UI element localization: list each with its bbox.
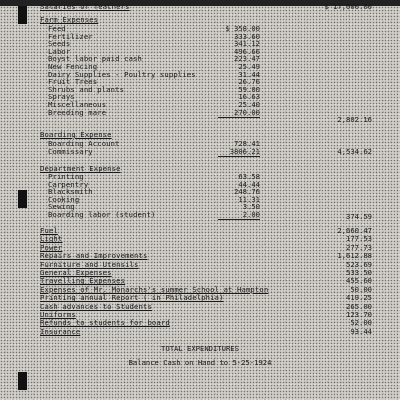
row-label: Shrubs and plants — [48, 84, 125, 94]
salaries-amount: $ 17,000.00 — [324, 2, 372, 11]
boarding-heading: Boarding Expense — [40, 130, 112, 139]
row-label: New Fencing — [48, 62, 98, 71]
row-label: Fertilizer — [48, 31, 93, 41]
row-label: Carpentry — [48, 179, 89, 189]
row-label: Power — [40, 242, 63, 252]
row-amount: 52.00 — [350, 318, 372, 328]
balance-cash-label: Balance Cash on Hand to 5-25-1924 — [128, 358, 272, 367]
row-label: Fuel — [40, 226, 58, 235]
department-total: 374.59 — [346, 212, 372, 221]
binder-tab-bottom — [18, 372, 27, 390]
row-amount: 50.00 — [350, 284, 372, 294]
row-label: Light — [40, 234, 63, 244]
row-amount: 25.49 — [238, 62, 260, 71]
salaries-label: Salaries of Teachers — [40, 2, 130, 11]
row-label: Boyst labor paid cash — [48, 54, 143, 64]
department-heading: Department Expense — [40, 164, 121, 173]
row-label: Printing annual Report ( in Philadelphia) — [40, 293, 224, 303]
row-label: Miscellaneous — [48, 100, 107, 109]
row-label: Refunds to students for board — [40, 318, 170, 328]
row-amount: 123.70 — [346, 310, 372, 319]
binder-tab-middle — [18, 190, 27, 208]
row-amount: 419.25 — [346, 293, 372, 303]
row-amount: 59.00 — [238, 84, 260, 94]
row-label: Repairs and Improvements — [40, 251, 148, 261]
row-amount: 2.00 — [242, 210, 260, 219]
row-label: Expenses of Mr. Monarchs's summer School at Hampton — [40, 284, 269, 294]
row-amount: 728.41 — [234, 139, 260, 148]
row-label: Uniforms — [40, 310, 76, 319]
row-amount: 496.66 — [234, 46, 260, 56]
row-label: Breeding mare — [48, 107, 107, 117]
row-label: Commissary — [48, 146, 93, 156]
subtotal-rule — [218, 219, 260, 220]
row-label: Cooking — [48, 194, 80, 204]
row-amount: 3.50 — [242, 202, 260, 212]
subtotal-rule — [218, 117, 260, 118]
row-label: Insurance — [40, 326, 81, 336]
row-label: Travelling Expenses — [40, 276, 126, 286]
row-amount: 248.76 — [234, 187, 260, 197]
row-label: Sewing — [48, 202, 75, 212]
row-amount: 455.60 — [346, 276, 372, 286]
row-label: General Expenses — [40, 268, 112, 277]
row-amount: 63.58 — [238, 172, 260, 181]
row-amount: 26.76 — [238, 77, 260, 87]
row-amount: 1,612.88 — [337, 251, 372, 261]
row-amount: 3806.21 — [229, 146, 260, 156]
row-amount: 16.63 — [238, 92, 260, 102]
row-label: Fruit Trees — [48, 77, 98, 87]
row-label: Seeds — [48, 39, 71, 49]
row-amount: 44.44 — [238, 179, 260, 189]
row-amount: 270.00 — [234, 107, 260, 117]
row-label: Feed — [48, 24, 66, 33]
farm-heading: Farm Expenses — [40, 15, 99, 24]
row-label: Blacksmith — [48, 187, 93, 197]
row-label: Labor — [48, 46, 71, 56]
row-amount: 177.53 — [346, 234, 372, 244]
row-amount: 333.60 — [234, 31, 260, 41]
row-amount: 31.44 — [238, 69, 260, 79]
row-amount: 223.47 — [234, 54, 260, 64]
row-label: Boarding Account — [48, 139, 120, 148]
boarding-total: 4,534.62 — [337, 147, 372, 156]
row-amount: 25.40 — [238, 100, 260, 109]
row-label: Printing — [48, 172, 84, 181]
binder-tab-top — [18, 6, 27, 24]
row-amount: 533.50 — [346, 268, 372, 277]
row-amount: 523.69 — [346, 259, 372, 269]
farm-total: 2,802.16 — [337, 115, 372, 124]
row-amount: 265.00 — [346, 301, 372, 311]
row-label: Furniture and Utensils — [40, 259, 139, 269]
row-amount: 93.44 — [350, 326, 372, 336]
row-amount: $ 358.00 — [225, 24, 260, 33]
row-amount: 11.31 — [238, 194, 260, 204]
row-label: Cash advances to Students — [40, 301, 152, 311]
row-amount: 341.12 — [234, 39, 260, 49]
subtotal-rule — [218, 156, 260, 157]
row-label: Boarding labor (student) — [48, 210, 156, 219]
row-amount: 2,660.47 — [337, 226, 372, 235]
row-label: Sprays — [48, 92, 75, 102]
row-amount: 277.73 — [346, 242, 372, 252]
total-expenditures-label: TOTAL EXPENDITURES — [161, 344, 239, 353]
row-label: Dairy Supplies - Poultry supplies — [48, 69, 196, 79]
